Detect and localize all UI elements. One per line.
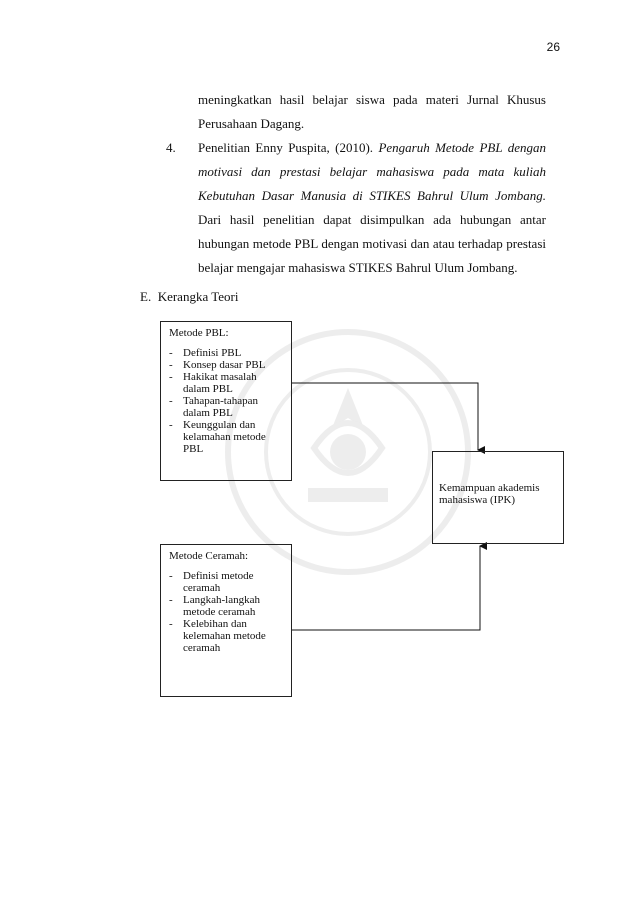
list-item: - Hakikat masalah dalam PBL xyxy=(169,371,283,395)
citation-lead: Penelitian Enny Puspita, (2010). xyxy=(198,140,379,155)
arrow-ceramah-to-ipk xyxy=(292,546,480,630)
list-item: - Konsep dasar PBL xyxy=(169,359,283,371)
list-item: - Keunggulan dan kelamahan metode PBL xyxy=(169,419,283,455)
box-ipk-label: Kemampuan akademis mahasiswa (IPK) xyxy=(439,482,540,506)
box-metode-pbl xyxy=(160,321,292,481)
box-metode-ceramah xyxy=(160,544,292,697)
page-number: 26 xyxy=(546,40,560,54)
box-kemampuan-akademis xyxy=(432,451,564,544)
list-item: - Kelebihan dan kelemahan metode ceramah xyxy=(169,618,283,654)
continuation-paragraph: meningkatkan hasil belajar siswa pada materi Jurnal Khusus Perusahaan Dagang. xyxy=(198,92,546,132)
list-item: - Langkah-langkah metode ceramah xyxy=(169,594,283,618)
list-item: - Tahapan-tahapan dalam PBL xyxy=(169,395,283,419)
list-number: 4. xyxy=(166,140,176,155)
citation-summary: Dari hasil penelitian dapat disimpulkan ada hubungan antar hubungan metode PBL dengan motivasi dan atau terhadap prestasi belajar mengajar mahasiswa STIKES Bahrul Ulum Jombang. xyxy=(198,212,546,276)
box-pbl-title: Metode PBL: xyxy=(169,327,229,339)
citation-title: Pengaruh Metode PBL dengan motivasi dan prestasi belajar mahasiswa pada mata kuliah Kebutuhan Dasar Manusia di STIKES Bahrul Ulum Jombang. xyxy=(198,140,547,204)
box-pbl-list xyxy=(169,347,283,455)
list-item: - Definisi metode ceramah xyxy=(169,570,283,594)
section-heading: E. Kerangka Teori xyxy=(140,289,239,304)
box-ceramah-list xyxy=(169,570,283,654)
arrow-pbl-to-ipk xyxy=(292,383,478,450)
list-item: - Definisi PBL xyxy=(169,347,283,359)
box-ceramah-title: Metode Ceramah: xyxy=(169,550,249,562)
